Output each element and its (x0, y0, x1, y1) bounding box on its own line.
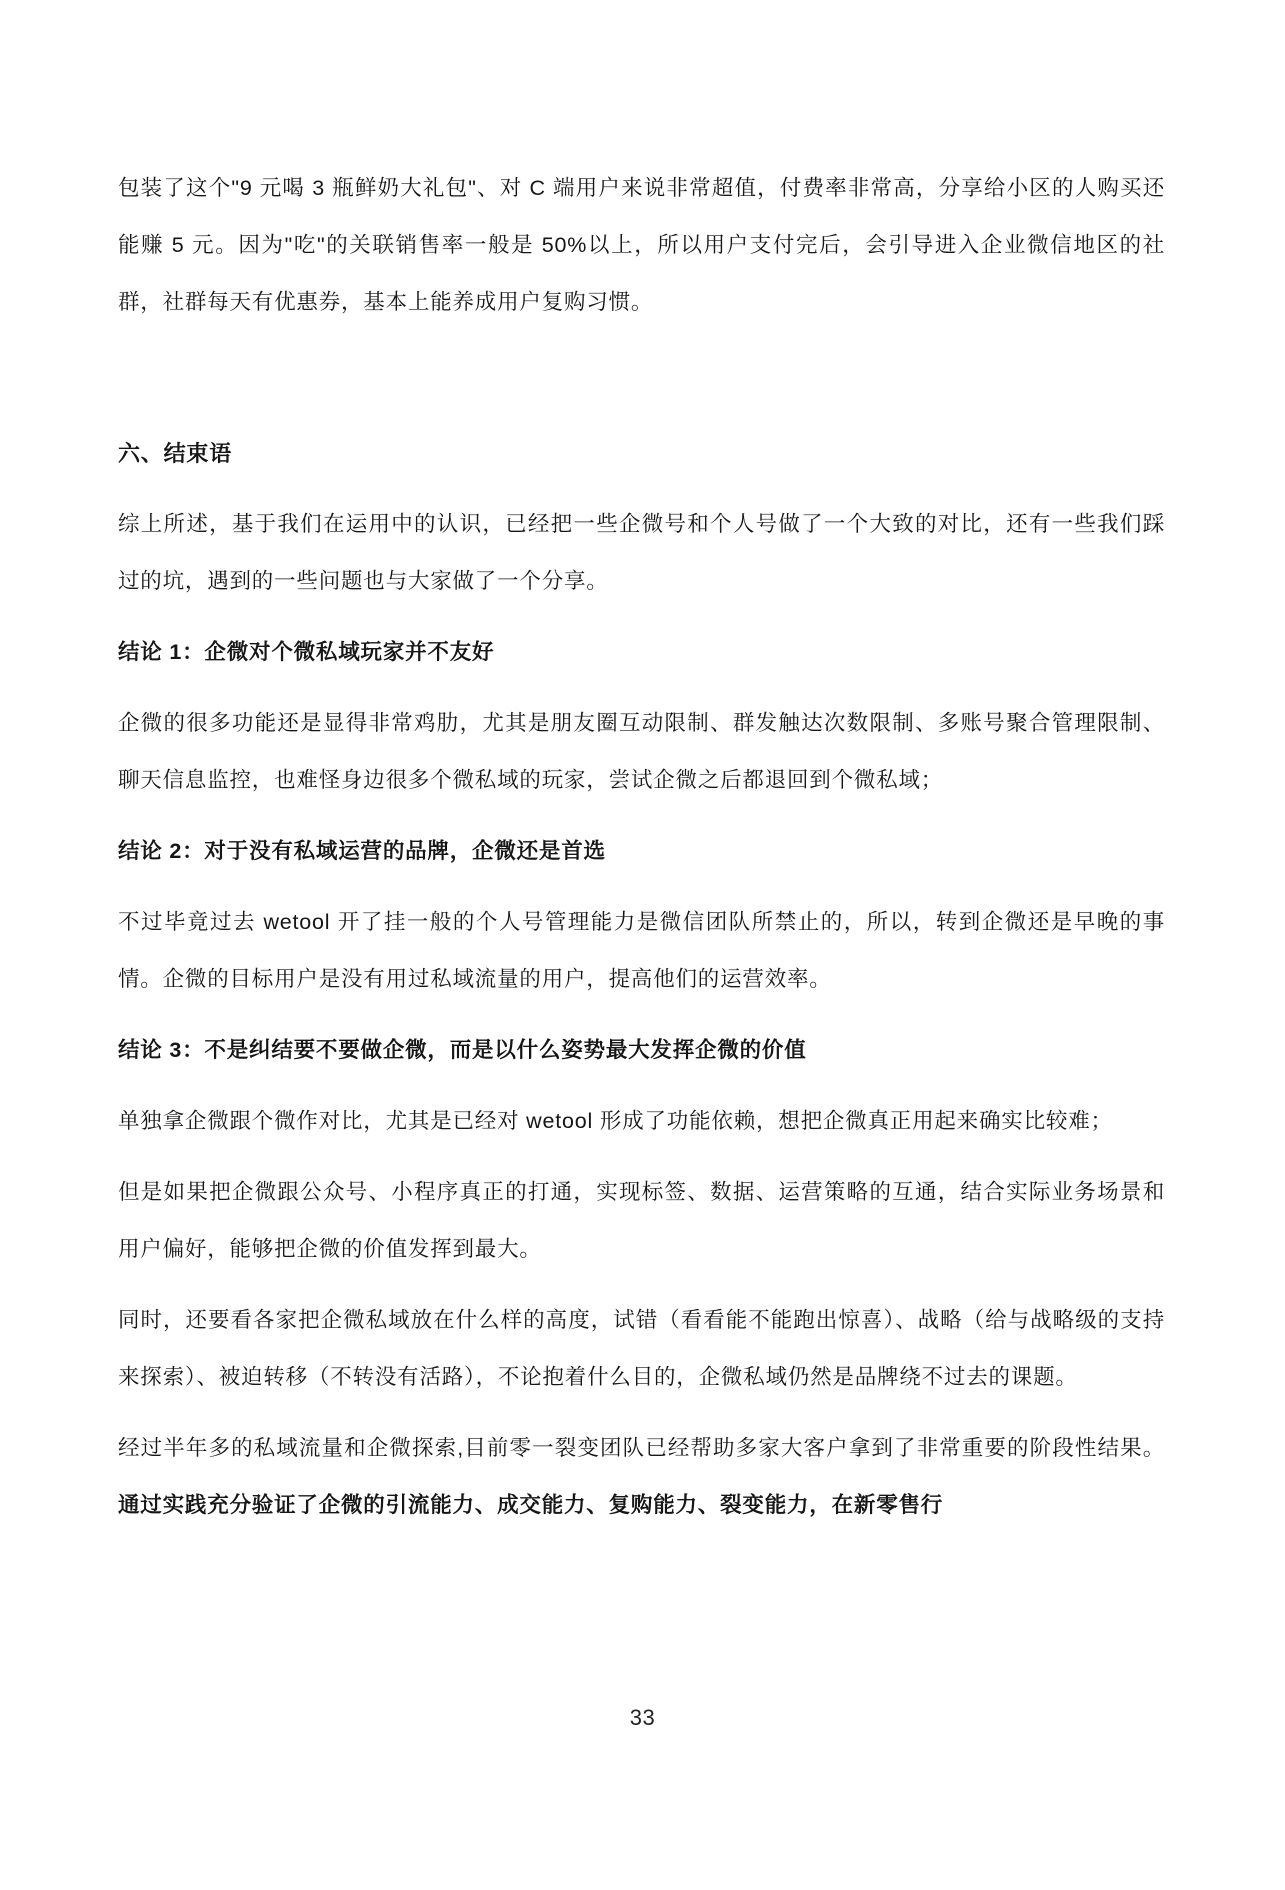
paragraph-conclusion-2: 不过毕竟过去 wetool 开了挂一般的个人号管理能力是微信团队所禁止的，所以，转到企微还是早晚的事情。企微的目标用户是没有用过私域流量的用户，提高他们的运营效率。 (118, 910, 1165, 991)
paragraph-conclusion-3b: 但是如果把企微跟公众号、小程序真正的打通，实现标签、数据、运营策略的互通，结合实际业务场景和用户偏好，能够把企微的价值发挥到最大。 (118, 1180, 1165, 1261)
section-heading-conclusion: 六、结束语 (118, 441, 233, 466)
paragraph-gift-pack: 包装了这个"9 元喝 3 瓶鲜奶大礼包"、对 C 端用户来说非常超值，付费率非常高，分享给小区的人购买还能赚 5 元。因为"吃"的关联销售率一般是 50%以上，所以用户支付完后，会引导进入企业微信地区的社群，社群每天有优惠券，基本上能养成用户复购习惯。 (118, 176, 1165, 314)
paragraph-results-bold: 通过实践充分验证了企微的引流能力、成交能力、复购能力、裂变能力，在新零售行 (118, 1493, 944, 1517)
paragraph-results (118, 1420, 1165, 1534)
conclusion-heading-1: 结论 1：企微对个微私域玩家并不友好 (118, 640, 495, 664)
paragraph-summary-intro: 综上所述，基于我们在运用中的认识，已经把一些企微号和个人号做了一个大致的对比，还有一些我们踩过的坑，遇到的一些问题也与大家做了一个分享。 (118, 512, 1165, 593)
paragraph-conclusion-3c: 同时，还要看各家把企微私域放在什么样的高度，试错（看看能不能跑出惊喜）、战略（给与战略级的支持来探索）、被迫转移（不转没有活路），不论抱着什么目的，企微私域仍然是品牌绕不过去的课题。 (118, 1308, 1165, 1389)
conclusion-heading-2: 结论 2：对于没有私域运营的品牌，企微还是首选 (118, 839, 606, 863)
paragraph-results-regular: 经过半年多的私域流量和企微探索,目前零一裂变团队已经帮助多家大客户拿到了非常重要的阶段性结果。 (118, 1436, 1165, 1460)
paragraph-conclusion-1: 企微的很多功能还是显得非常鸡肋，尤其是朋友圈互动限制、群发触达次数限制、多账号聚合管理限制、聊天信息监控，也难怪身边很多个微私域的玩家，尝试企微之后都退回到个微私域； (118, 711, 1165, 792)
page-number: 33 (629, 1705, 656, 1730)
conclusion-heading-3: 结论 3：不是纠结要不要做企微，而是以什么姿势最大发挥企微的价值 (118, 1038, 807, 1062)
paragraph-conclusion-3a: 单独拿企微跟个微作对比，尤其是已经对 wetool 形成了功能依赖，想把企微真正用起来确实比较难； (118, 1109, 1113, 1133)
